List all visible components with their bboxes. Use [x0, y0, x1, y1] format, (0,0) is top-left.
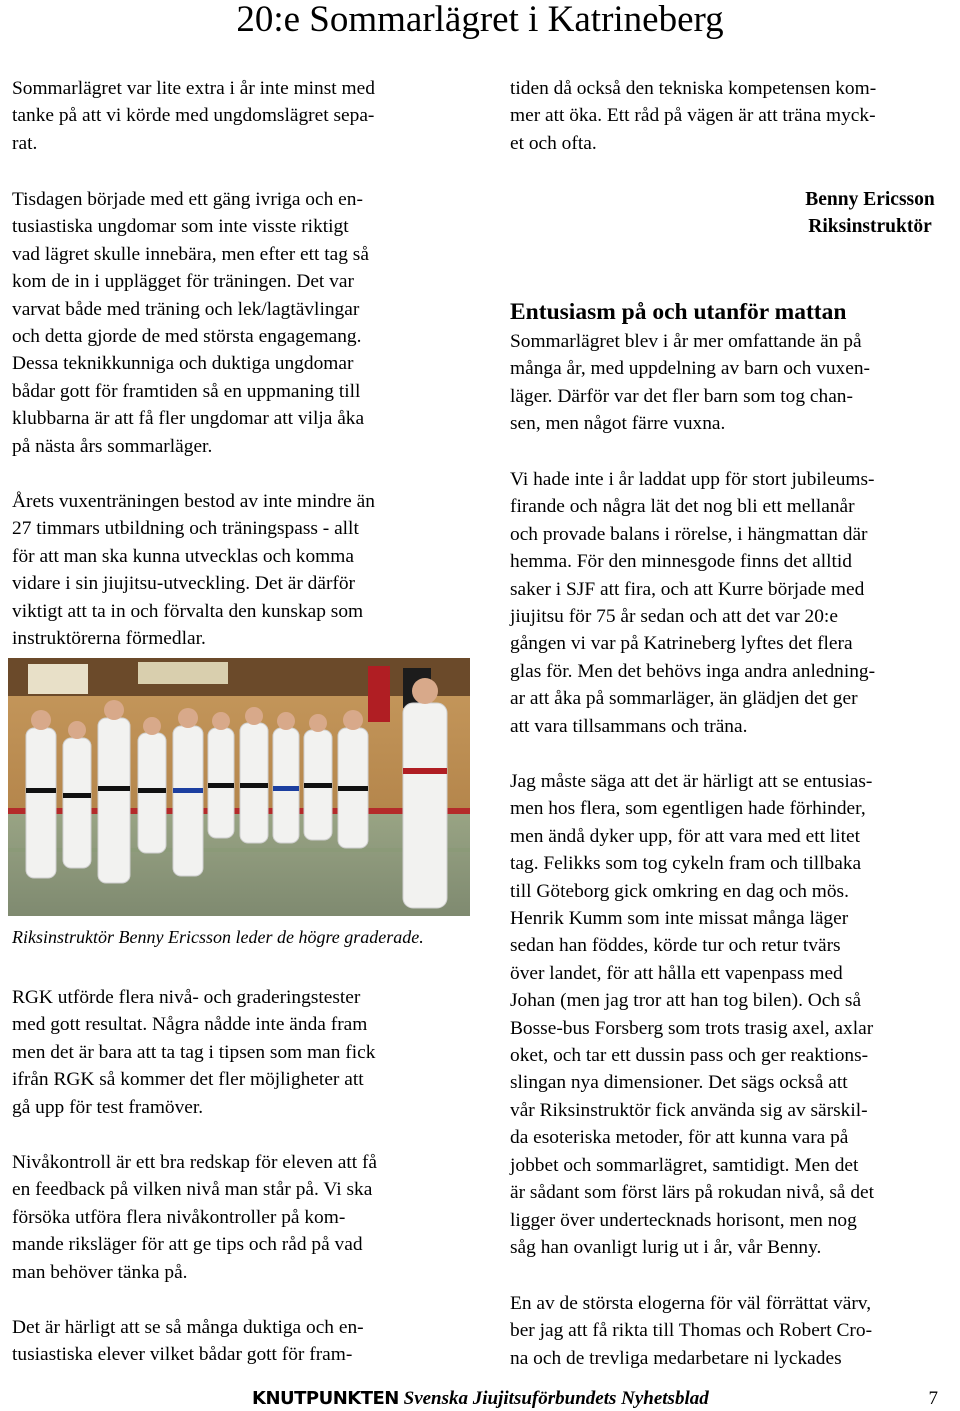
publication-name: Svenska Jiujitsuförbundets Nyhetsblad — [403, 1388, 709, 1409]
text-line: över landet, för att hålla ett vapenpass med — [510, 962, 843, 984]
text-line: Det är härligt att se så många duktiga och en- — [12, 1317, 364, 1338]
text-line: RGK utförde flera nivå- och graderingstester — [12, 987, 361, 1008]
right-paragraph-5 — [510, 1290, 960, 1372]
text-line: hemma. För den minnesgode finns det alltid — [510, 551, 852, 573]
signature — [780, 186, 960, 240]
text-line: bådar gott för framtiden så en uppmaning till — [12, 380, 361, 402]
text-line: men hos flera, som egentligen hade förhinder, — [510, 798, 866, 820]
newsletter-brand: KNUTPUNKTEN — [252, 1388, 399, 1409]
text-line: gå upp för test framöver. — [12, 1096, 204, 1118]
text-line: såg han ovanligt lurig ut i år, vår Benny. — [510, 1236, 822, 1258]
photo-caption: Riksinstruktör Benny Ericsson leder de högre graderade. — [12, 927, 424, 947]
training-photo — [8, 658, 470, 916]
text-line: Nivåkontroll är ett bra redskap för eleven att få — [12, 1152, 378, 1173]
text-line: vad lägret skulle innebära, men efter ett tag så — [12, 243, 369, 265]
text-line: för att man ska kunna utvecklas och komma — [12, 545, 354, 567]
text-line: många år, med uppdelning av barn och vuxen- — [510, 358, 870, 380]
text-line: och detta gjorde de med största engagemang. — [12, 326, 362, 348]
text-line: läger. Därför var det fler barn som tog chan- — [510, 385, 853, 407]
left-paragraph-1 — [12, 75, 470, 157]
text-line: ligger över undertecknads horisont, men nog — [510, 1209, 857, 1231]
text-line: mer att öka. Ett råd på vägen är att träna myck- — [510, 105, 876, 127]
page-title: 20:e Sommarlägret i Katrineberg — [236, 0, 724, 40]
text-line: Bosse-bus Forsberg som trots trasig axel, axlar — [510, 1017, 874, 1039]
text-line: Jag måste säga att det är härligt att se entusias- — [510, 771, 873, 792]
text-line: instruktörerna förmedlar. — [12, 628, 206, 650]
text-line: Sommarlägret blev i år mer omfattande än på — [510, 331, 862, 352]
text-line: saker i SJF att fira, och att Kurre började med — [510, 578, 865, 600]
text-line: 27 timmars utbildning och träningspass - allt — [12, 518, 359, 540]
text-line: ifrån RGK så kommer det fler möjligheter att — [12, 1069, 364, 1091]
text-line: sen, men något färre vuxna. — [510, 413, 726, 435]
text-line: firande och några lät det nog bli ett mellanår — [510, 496, 855, 518]
text-line: jobbet och sommarlägret, samtidigt. Men det — [510, 1154, 859, 1176]
text-line: tanke på att vi körde med ungdomslägret sepa- — [12, 105, 375, 127]
dojo-photo-illustration — [8, 658, 470, 916]
text-line: Dessa teknikkunniga och duktiga ungdomar — [12, 353, 354, 375]
text-line: vår Riksinstruktör fick använda sig av särskil- — [510, 1099, 868, 1121]
text-line: Sommarlägret var lite extra i år inte minst med — [12, 78, 375, 99]
signature-role: Riksinstruktör — [808, 216, 932, 237]
text-line: da esoteriska metoder, för att kunna vara på — [510, 1127, 849, 1149]
text-line: Johan (men jag tror att han tog bilen). Och så — [510, 990, 862, 1012]
text-line: till Göteborg gick omkring en dag och mös. — [510, 880, 849, 902]
text-line: försöka utföra flera nivåkontroller på kom- — [12, 1206, 346, 1228]
text-line: mande riksläger för att ge tips och råd på vad — [12, 1234, 363, 1256]
page-footer — [252, 1387, 952, 1411]
text-line: glas för. Men det behövs inga andra anledning- — [510, 660, 876, 682]
text-line: na och de trevliga medarbetare ni lyckades — [510, 1347, 842, 1369]
left-paragraph-3 — [12, 488, 470, 652]
text-line: tiden då också den tekniska kompetensen kom- — [510, 78, 877, 99]
text-line: att vara tillsammans och träna. — [510, 715, 748, 737]
text-line: sedan han föddes, körde tur och retur tvärs — [510, 935, 841, 957]
text-line: jiujitsu för 75 år sedan och att det var 20:e — [510, 606, 838, 628]
text-line: Vi hade inte i år laddat upp för stort jubileums- — [510, 469, 875, 490]
text-line: ar att åka på sommarläger, än glädjen det ger — [510, 688, 858, 710]
text-line: ber jag att få rikta till Thomas och Robert Cro- — [510, 1320, 873, 1342]
text-line: men det är bara att ta tag i tipsen som man fick — [12, 1041, 376, 1063]
left-paragraph-2 — [12, 186, 470, 460]
text-line: gången vi var på Katrineberg lyftes det flera — [510, 633, 853, 655]
text-line: varvat både med träning och lek/lagtävlingar — [12, 298, 360, 320]
text-line: et och ofta. — [510, 132, 597, 154]
right-paragraph-2 — [510, 328, 960, 438]
text-line: tusiastiska ungdomar som inte visste riktigt — [12, 216, 349, 238]
text-line: tag. Felikks som tog cykeln fram och tillbaka — [510, 853, 862, 875]
text-line: tusiastiska elever vilket bådar gott för fram- — [12, 1344, 353, 1366]
text-line: Henrik Kumm som inte missat många läger — [510, 908, 849, 930]
text-line: är sådant som först lärs på rokudan nivå, så det — [510, 1182, 875, 1204]
right-paragraph-1 — [510, 75, 960, 157]
text-line: vidare i sin jiujitsu-utveckling. Det är därför — [12, 573, 356, 595]
text-line: rat. — [12, 132, 38, 154]
text-line: Årets vuxenträningen bestod av inte mindre än — [12, 491, 375, 512]
text-line: och provade balans i rörelse, i hängmattan där — [510, 523, 868, 545]
page-number: 7 — [928, 1388, 938, 1409]
text-line: oket, och tar ett dussin pass och ger reaktions- — [510, 1045, 869, 1067]
text-line: på nästa års sommarläger. — [12, 435, 213, 457]
text-line: en feedback på vilken nivå man står på. Vi ska — [12, 1179, 373, 1201]
section-heading: Entusiasm på och utanför mattan — [510, 299, 847, 325]
left-paragraph-5 — [12, 1149, 470, 1286]
left-paragraph-6 — [12, 1314, 470, 1369]
text-line: kom de in i upplägget för träningen. Det var — [12, 271, 354, 293]
text-line: med gott resultat. Några nådde inte ända fram — [12, 1014, 368, 1036]
text-line: men ändå dyker upp, för att vara med ett litet — [510, 825, 860, 847]
text-line: Tisdagen började med ett gäng ivriga och en- — [12, 189, 363, 210]
right-paragraph-3 — [510, 466, 960, 740]
signature-name: Benny Ericsson — [805, 189, 935, 210]
text-line: klubbarna är att få fler ungdomar att vilja åka — [12, 408, 365, 430]
text-line: slingan nya dimensioner. Det sägs också att — [510, 1072, 848, 1094]
right-paragraph-4 — [510, 768, 960, 1261]
text-line: viktigt att ta in och förvalta den kunskap som — [12, 600, 364, 622]
text-line: En av de största elogerna för väl förrättat värv, — [510, 1293, 872, 1314]
text-line: man behöver tänka på. — [12, 1261, 188, 1283]
left-paragraph-4 — [12, 984, 470, 1121]
